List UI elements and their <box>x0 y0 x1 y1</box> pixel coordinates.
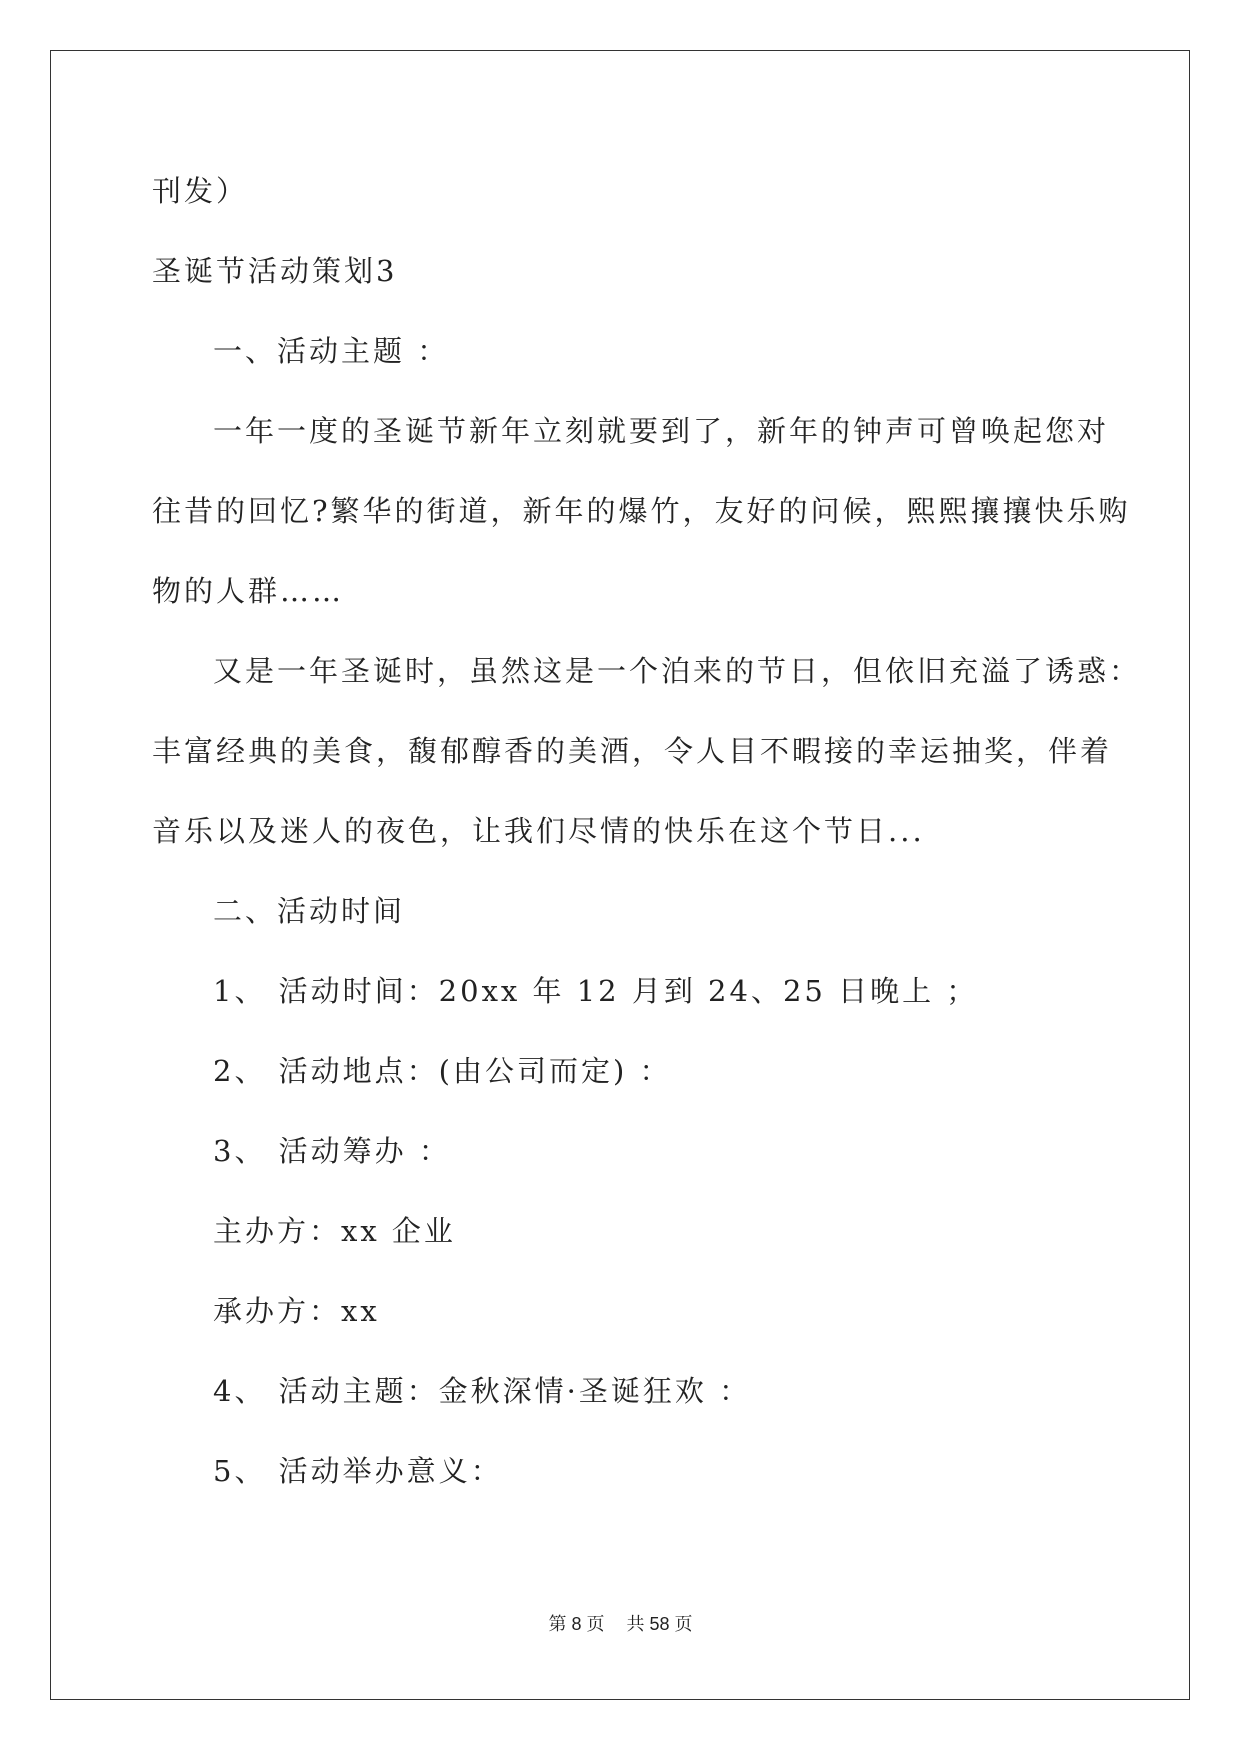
text-line-continuation: 刊发） <box>152 174 249 208</box>
heading-activity-theme: 一、活动主题 ： <box>213 334 450 368</box>
paragraph-2-line-1: 又是一年圣诞时，虽然这是一个泊来的节日，但依旧充溢了诱惑： <box>213 654 1142 688</box>
list-item-1: 1、 活动时间：20xx 年 12 月到 24、25 日晚上 ； <box>213 974 979 1008</box>
list-item-2: 2、 活动地点：(由公司而定) ： <box>213 1054 672 1088</box>
list-item-3: 3、 活动筹办 ： <box>213 1134 451 1168</box>
organizer-line: 主办方：xx 企业 <box>213 1214 456 1248</box>
heading-activity-time: 二、活动时间 <box>213 894 406 928</box>
paragraph-2-line-2: 丰富经典的美食，馥郁醇香的美酒，令人目不暇接的幸运抽奖，伴着 <box>152 734 1113 768</box>
page-footer <box>0 1612 1241 1636</box>
paragraph-1-line-3: 物的人群…… <box>152 574 345 608</box>
page-number: 第 8 页 <box>548 1614 605 1634</box>
co-organizer-line: 承办方：xx <box>213 1294 380 1328</box>
paragraph-2-line-3: 音乐以及迷人的夜色，让我们尽情的快乐在这个节日... <box>152 814 925 848</box>
paragraph-1-line-2: 往昔的回忆?繁华的街道，新年的爆竹，友好的问候，熙熙攘攘快乐购 <box>152 494 1131 528</box>
list-item-5: 5、 活动举办意义： <box>213 1454 503 1488</box>
list-item-4: 4、 活动主题：金秋深情·圣诞狂欢 ： <box>213 1374 752 1408</box>
paragraph-1-line-1: 一年一度的圣诞节新年立刻就要到了，新年的钟声可曾唤起您对 <box>213 414 1110 448</box>
page-total: 共 58 页 <box>626 1614 693 1634</box>
section-title: 圣诞节活动策划3 <box>152 254 398 288</box>
